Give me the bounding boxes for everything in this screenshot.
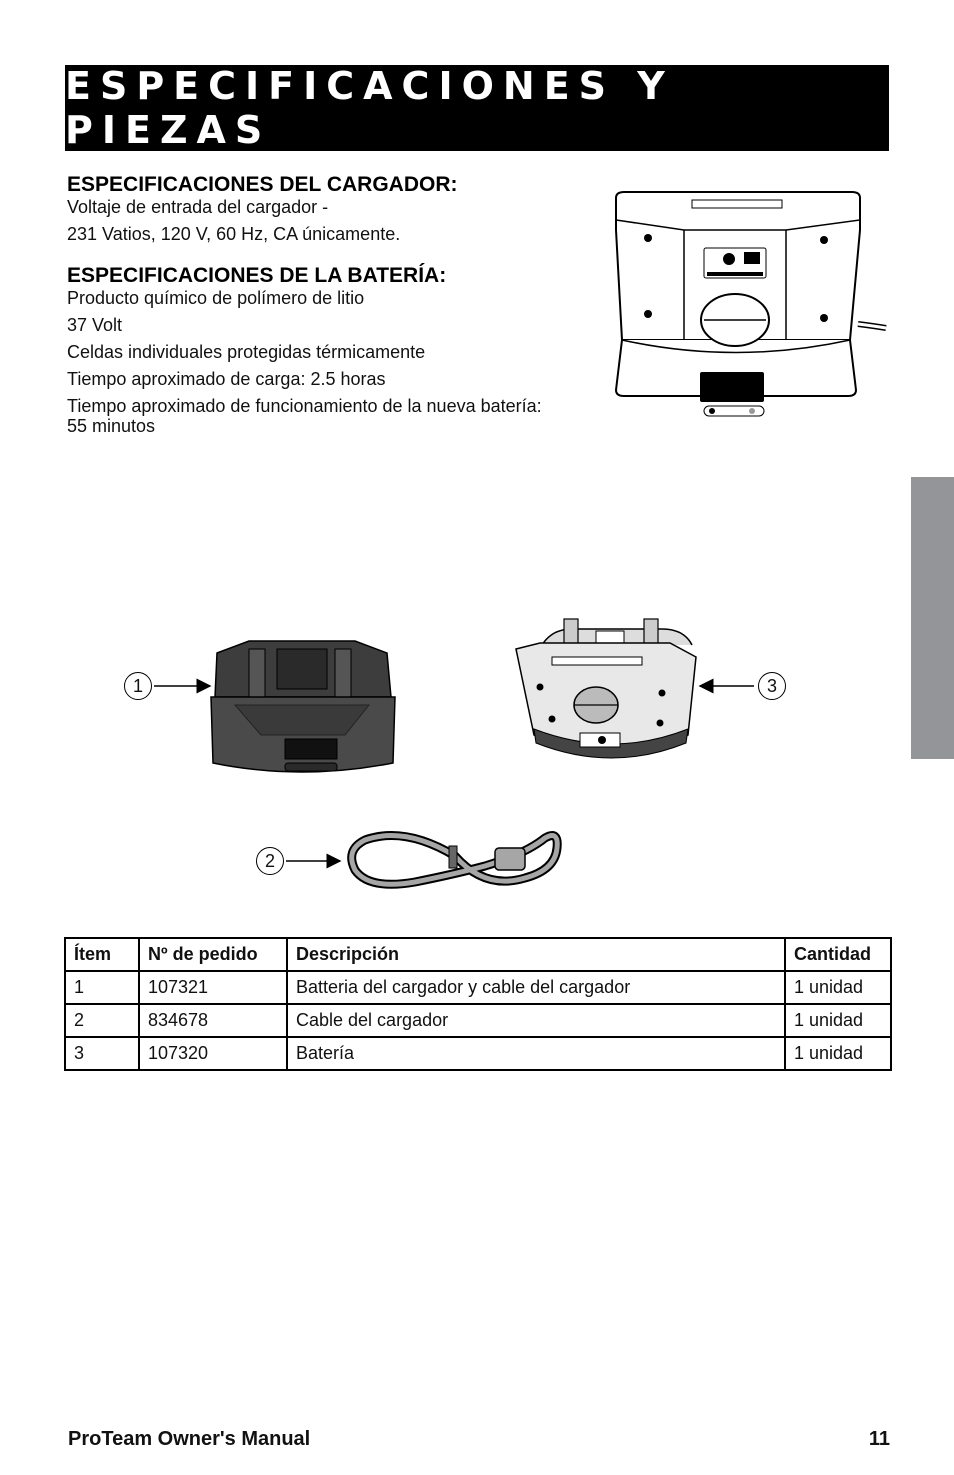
callout-arrows: [150, 670, 770, 880]
cell-order-number: 107320: [139, 1037, 287, 1070]
table-row: [65, 971, 891, 1004]
battery-specs-heading: ESPECIFICACIONES DE LA BATERÍA:: [67, 264, 447, 287]
cell-description: Batteria del cargador y cable del cargador: [287, 971, 785, 1004]
footer-page-number: 11: [868, 1428, 890, 1450]
page-banner: [65, 65, 889, 151]
specifications-block: [67, 173, 627, 436]
column-header-item: Ítem: [65, 938, 139, 971]
table-header-row: [65, 938, 891, 971]
parts-table: [64, 937, 892, 1071]
cell-item: 2: [65, 1004, 139, 1037]
cell-item: 1: [65, 971, 139, 1004]
column-header-description: Descripción: [287, 938, 785, 971]
cell-quantity: 1 unidad: [785, 1037, 891, 1070]
cell-description: Cable del cargador: [287, 1004, 785, 1037]
battery-spec-line: 37 Volt: [67, 315, 123, 335]
callout-1: 1: [124, 672, 152, 700]
battery-spec-line: Tiempo aproximado de carga: 2.5 horas: [67, 369, 386, 389]
section-side-tab: [911, 477, 954, 759]
cell-item: 3: [65, 1037, 139, 1070]
battery-spec-line: Celdas individuales protegidas térmicamente: [67, 342, 426, 362]
cell-quantity: 1 unidad: [785, 971, 891, 1004]
battery-spec-line: Producto químico de polímero de litio: [67, 288, 365, 308]
battery-spec-line: Tiempo aproximado de funcionamiento de la nueva batería:: [67, 396, 542, 416]
cell-quantity: 1 unidad: [785, 1004, 891, 1037]
column-header-quantity: Cantidad: [785, 938, 891, 971]
callout-3: 3: [758, 672, 786, 700]
battery-spec-line: 55 minutos: [67, 416, 156, 436]
cell-description: Batería: [287, 1037, 785, 1070]
charger-spec-line: 231 Vatios, 120 V, 60 Hz, CA únicamente.: [67, 224, 401, 244]
callout-2: 2: [256, 847, 284, 875]
table-row: [65, 1004, 891, 1037]
footer-manual-title: ProTeam Owner's Manual: [68, 1428, 311, 1450]
page-title: ESPECIFICACIONES Y PIEZAS: [65, 64, 674, 152]
cell-order-number: 834678: [139, 1004, 287, 1037]
charger-specs-heading: ESPECIFICACIONES DEL CARGADOR:: [67, 173, 458, 196]
table-row: [65, 1037, 891, 1070]
column-header-order-number: Nº de pedido: [139, 938, 287, 971]
charger-spec-line: Voltaje de entrada del cargador -: [67, 197, 329, 217]
battery-on-charger-illustration: [612, 190, 892, 430]
cell-order-number: 107321: [139, 971, 287, 1004]
